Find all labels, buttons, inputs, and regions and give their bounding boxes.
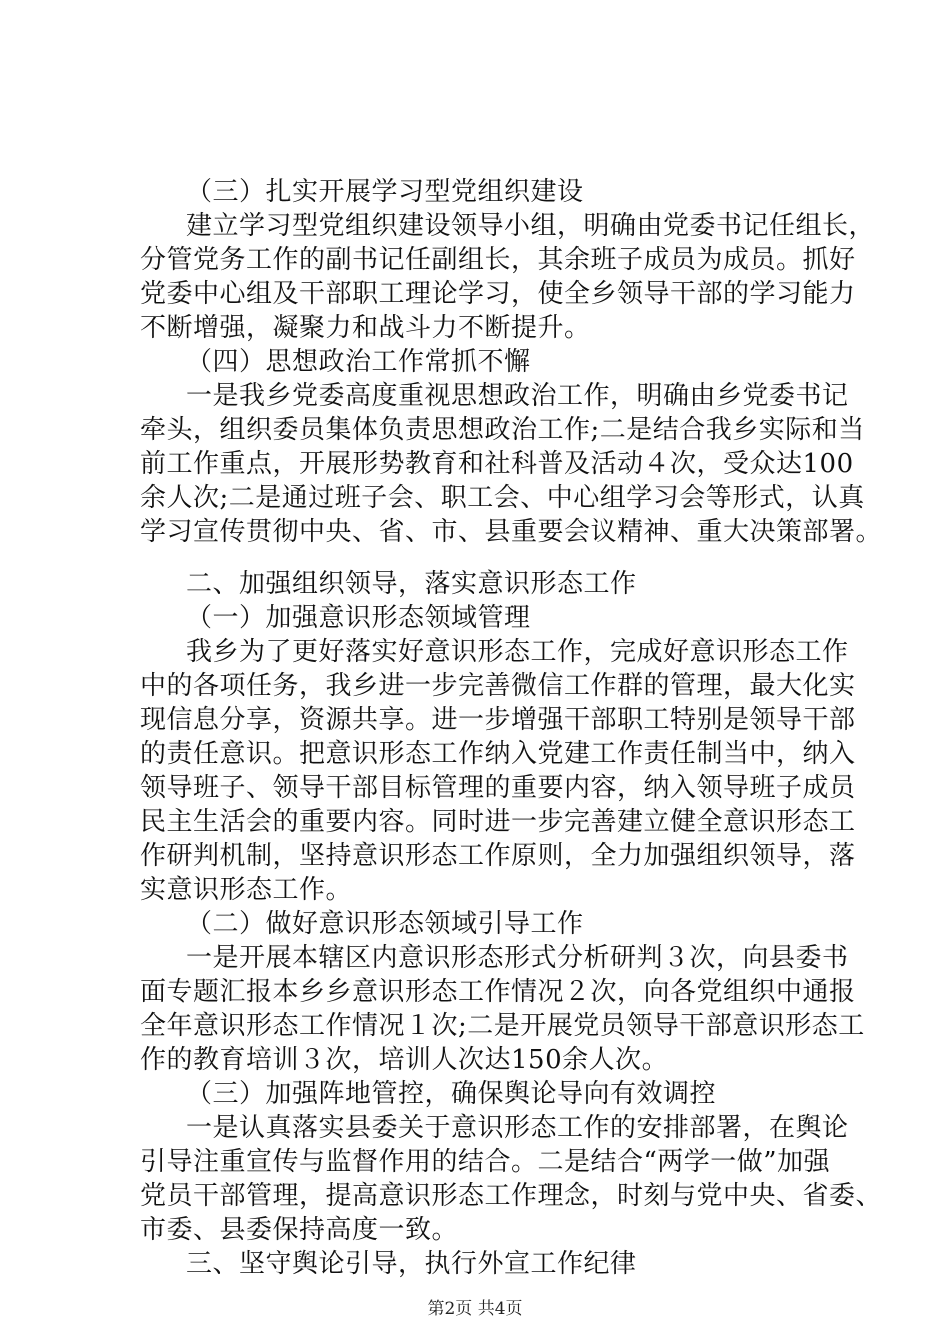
paragraph-line: 现信息分享，资源共享。进一步增强干部职工特别是领导干部 xyxy=(140,705,856,735)
subheading-3-position-control: （三）加强阵地管控，确保舆论导向有效调控 xyxy=(186,1079,717,1109)
paragraph-line: 全年意识形态工作情况１次;二是开展党员领导干部意识形态工 xyxy=(140,1011,865,1041)
paragraph-line: 实意识形态工作。 xyxy=(140,875,353,905)
paragraph-line: 一是开展本辖区内意识形态形式分析研判３次，向县委书 xyxy=(186,943,849,973)
paragraph-line: 作的教育培训３次，培训人次达150余人次。 xyxy=(140,1045,669,1075)
paragraph-line: 前工作重点，开展形势教育和社科普及活动４次，受众达100 xyxy=(140,449,854,479)
subheading-1-domain-management: （一）加强意识形态领域管理 xyxy=(186,603,531,633)
paragraph-line: 的责任意识。把意识形态工作纳入党建工作责任制当中，纳入 xyxy=(140,739,856,769)
section-heading-2: 二、加强组织领导，落实意识形态工作 xyxy=(186,569,637,599)
paragraph-line: 不断增强，凝聚力和战斗力不断提升。 xyxy=(140,313,591,343)
paragraph-line: 分管党务工作的副书记任副组长，其余班子成员为成员。抓好 xyxy=(140,245,856,275)
paragraph-line: 市委、县委保持高度一致。 xyxy=(140,1215,459,1245)
heading-4-political-work: （四）思想政治工作常抓不懈 xyxy=(186,347,531,377)
paragraph-line: 我乡为了更好落实好意识形态工作，完成好意识形态工作 xyxy=(186,637,849,667)
heading-3-learning-org: （三）扎实开展学习型党组织建设 xyxy=(186,177,584,207)
paragraph-line: 党委中心组及干部职工理论学习，使全乡领导干部的学习能力 xyxy=(140,279,856,309)
page-number-footer: 第2页 共4页 xyxy=(427,1299,523,1319)
section-heading-3: 三、坚守舆论引导，执行外宣工作纪律 xyxy=(186,1249,637,1279)
paragraph-line: 牵头，组织委员集体负责思想政治工作;二是结合我乡实际和当 xyxy=(140,415,865,445)
paragraph-line: 面专题汇报本乡乡意识形态工作情况２次，向各党组织中通报 xyxy=(140,977,856,1007)
paragraph-line: 党员干部管理，提高意识形态工作理念，时刻与党中央、省委、 xyxy=(140,1181,883,1211)
subheading-2-guidance: （二）做好意识形态领域引导工作 xyxy=(186,909,584,939)
paragraph-line: 引导注重宣传与监督作用的结合。二是结合“两学一做”加强 xyxy=(140,1147,831,1177)
paragraph-line: 一是我乡党委高度重视思想政治工作，明确由乡党委书记 xyxy=(186,381,849,411)
paragraph-line: 学习宣传贯彻中央、省、市、县重要会议精神、重大决策部署。 xyxy=(140,517,883,547)
paragraph-line: 领导班子、领导干部目标管理的重要内容，纳入领导班子成员 xyxy=(140,773,856,803)
paragraph-line: 余人次;二是通过班子会、职工会、中心组学习会等形式，认真 xyxy=(140,483,865,513)
paragraph-line: 作研判机制，坚持意识形态工作原则，全力加强组织领导，落 xyxy=(140,841,856,871)
paragraph-line: 一是认真落实县委关于意识形态工作的安排部署，在舆论 xyxy=(186,1113,849,1143)
paragraph-line: 中的各项任务，我乡进一步完善微信工作群的管理，最大化实 xyxy=(140,671,856,701)
paragraph-line: 建立学习型党组织建设领导小组，明确由党委书记任组长， xyxy=(186,211,876,241)
paragraph-line: 民主生活会的重要内容。同时进一步完善建立健全意识形态工 xyxy=(140,807,856,837)
